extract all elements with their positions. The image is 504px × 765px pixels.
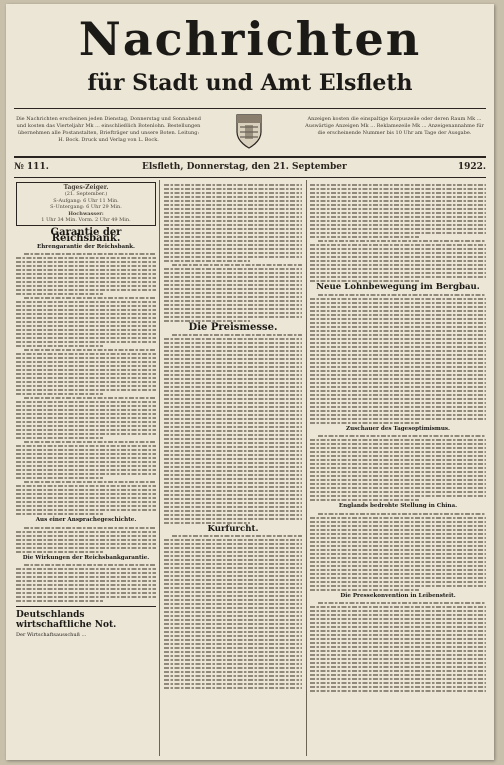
article-body [310,435,486,501]
article-headline: Kurfurcht. [207,523,259,534]
article-headline: Aus einer Ansprachegeschichte. [35,517,137,524]
article-body [310,602,486,692]
advertisement [16,606,156,638]
article-body [164,184,302,322]
article-headline: Englands bedrohte Stellung in China. [338,503,458,510]
dateline-rule-top [14,156,486,158]
almanac-date: (21. September.) [64,191,108,198]
article-body [16,527,156,553]
coat-of-arms-icon [234,112,264,150]
ad-text: Der Wirtschaftsausschuß ... [16,632,87,639]
masthead-title: Nachrichten [78,12,422,66]
place-and-date: Elsfleth, Donnerstag, den 21. September [142,162,347,172]
article-headline: Die Wirkungen der Reichsbankgarantie. [22,554,150,561]
ad-headline: Deutschlands wirtschaftliche Not. [16,610,117,631]
article-body [16,564,156,602]
column-separator [159,180,160,756]
dateline-rule-bottom [14,177,486,178]
sunset: S-Untergang: 6 Uhr 29 Min. [50,204,122,211]
column-separator [306,180,307,756]
article-body [16,253,156,515]
newspaper-page [6,4,494,760]
high-tide-times: 1 Uhr 34 Min. Vorm. 2 Uhr 49 Min. [41,217,131,224]
article-headline: Neue Lohnbewegung im Bergbau. [316,282,480,292]
article-headline: Zuschauer des Tagesoptimismus. [346,425,450,432]
almanac-title: Tages-Zeiger. [63,184,109,191]
article-body [164,334,302,524]
issue-number: № 111. [14,162,49,172]
masthead-subtitle: für Stadt und Amt Elsfleth [87,70,413,96]
article-body [310,513,486,591]
dateline [14,162,486,176]
article-headline: Die Pressekonvention in Leibensteit. [340,592,456,599]
column-2 [164,182,302,757]
article-subheadline: Ehrengarantie der Reichsbank. [36,243,136,250]
article-headline: Garantie der Reichsbank. [50,227,122,245]
article-body [310,294,486,424]
sunrise: S-Aufgang: 6 Uhr 11 Min. [53,197,119,204]
article-headline: Die Preismesse. [188,322,278,333]
article-body [310,184,486,282]
masthead-rule [14,108,486,109]
daily-almanac-box [16,182,156,226]
issue-year: 1922. [457,162,486,172]
column-3 [310,182,486,757]
high-tide-label: Hochwasser: [68,210,104,217]
publication-info-right: Anzeigen kosten die einspaltige Korpuszeile oder deren Raum Mk ... Auswärtige Anzeigen Mk ... Reklamezeile Mk ... Anzeigenannahme für die erscheinende Nummer bis 10 Uhr am Tage der Ausgabe. [305,116,484,136]
article-body [164,535,302,689]
publication-info-left: Die Nachrichten erscheinen jeden Dienstag, Donnerstag und Sonnabend und kosten das Vierteljahr Mk ... einschließlich Botenlohn. Bestellungen übernehmen alle Postanstalten, Briefträger und unsere Boten. Leitung: H. Bock. Druck und Verlag von L. Bock. [16,116,201,143]
column-1 [16,182,156,757]
